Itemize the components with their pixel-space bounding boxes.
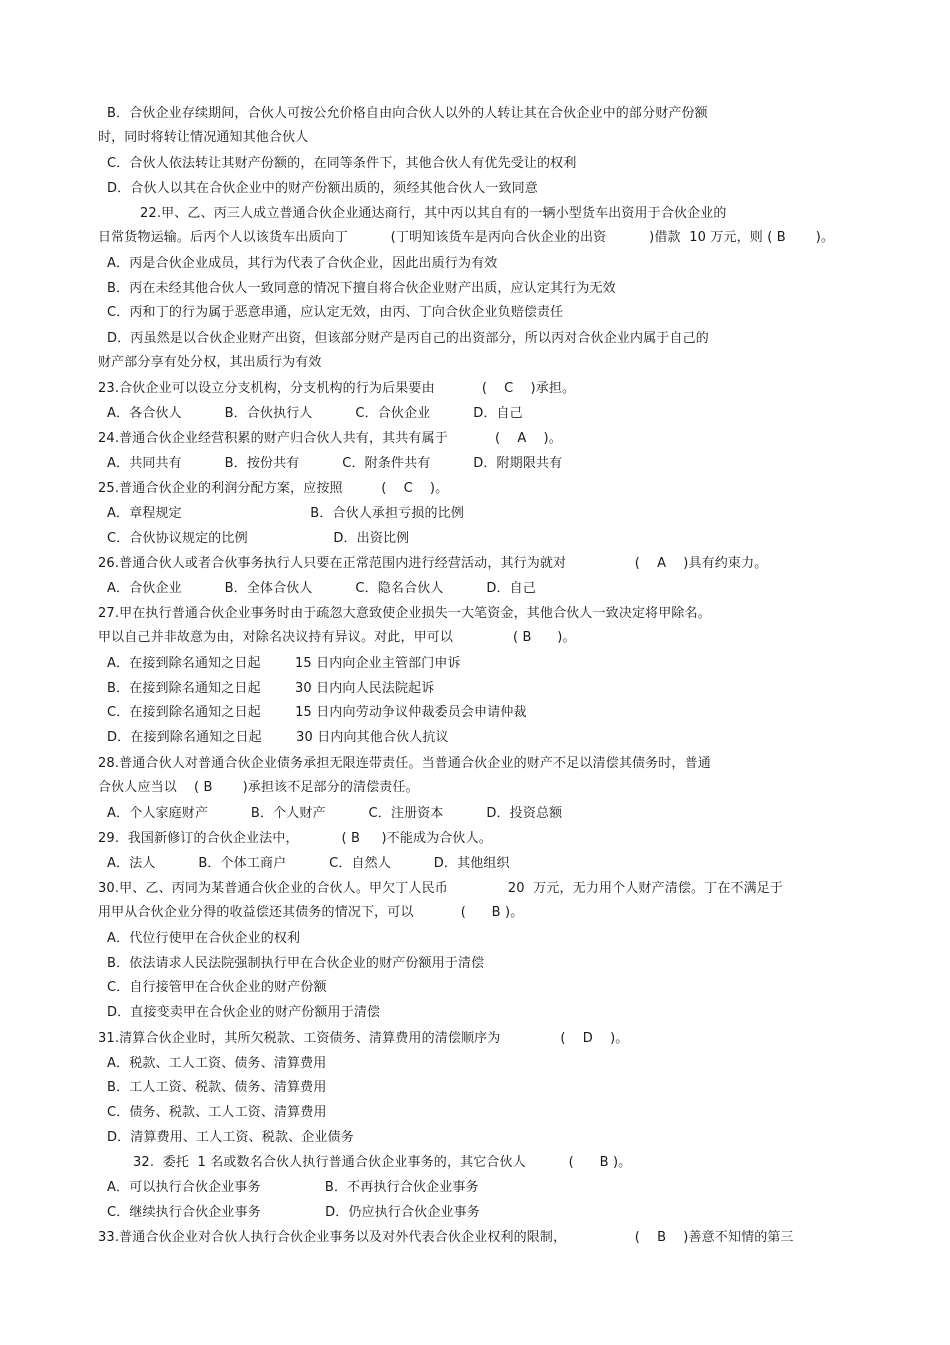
q26-options: A．合伙企业 B．全体合伙人 C．隐名合伙人 D．自己	[107, 581, 536, 596]
q25-stem: 25.普通合伙企业的利润分配方案，应按照 ( C )。	[98, 481, 449, 496]
q31-option-a: A．税款、工人工资、债务、清算费用	[107, 1056, 327, 1071]
q21-option-c: C．合伙人依法转让其财产份额的，在同等条件下，其他合伙人有优先受让的权利	[107, 156, 577, 171]
q31-option-c: C．债务、税款、工人工资、清算费用	[107, 1105, 327, 1120]
q27-stem-line2: 甲以自己并非故意为由，对除名决议持有异议。对此，甲可以 ( B )。	[98, 630, 576, 645]
q32-stem: 32. 委托 1 名或数名合伙人执行普通合伙企业事务的，其它合伙人 ( B )。	[133, 1155, 632, 1170]
q32-options-cd: C．继续执行合伙企业事务 D．仍应执行合伙企业事务	[107, 1205, 480, 1220]
q24-stem: 24.普通合伙企业经营积累的财产归合伙人共有，其共有属于 ( A )。	[98, 431, 562, 446]
q27-option-b: B．在接到除名通知之日起 30 日内向人民法院起诉	[107, 681, 435, 696]
q28-stem-line2: 合伙人应当以 ( B )承担该不足部分的清偿责任。	[98, 780, 419, 795]
q33-stem: 33.普通合伙企业对合伙人执行合伙企业事务以及对外代表合伙企业权利的限制， ( B )善意不知情的第三	[98, 1230, 794, 1245]
q25-options-ab: A．章程规定 B．合伙人承担亏损的比例	[107, 506, 464, 521]
q21-option-b-line1: B．合伙企业存续期间，合伙人可按公允价格自由向合伙人以外的人转让其在合伙企业中的部分财产份额	[107, 106, 708, 121]
q31-option-b: B．工人工资、税款、债务、清算费用	[107, 1080, 327, 1095]
q24-options: A．共同共有 B．按份共有 C．附条件共有 D．附期限共有	[107, 456, 563, 471]
q28-stem-line1: 28.普通合伙人对普通合伙企业债务承担无限连带责任。当普通合伙企业的财产不足以清偿其债务时，普通	[98, 756, 711, 771]
q30-option-c: C．自行接管甲在合伙企业的财产份额	[107, 980, 327, 995]
q29-stem: 29. 我国新修订的合伙企业法中， ( B )不能成为合伙人。	[98, 831, 492, 846]
q30-stem-line1: 30.甲、乙、丙同为某普通合伙企业的合伙人。甲欠丁人民币 20 万元，无力用个人财产清偿。丁在不满足于	[98, 881, 784, 896]
q29-options: A．法人 B．个体工商户 C．自然人 D．其他组织	[107, 856, 510, 871]
q22-option-b: B．丙在未经其他合伙人一致同意的情况下擅自将合伙企业财产出质，应认定其行为无效	[107, 281, 616, 296]
q28-options: A．个人家庭财产 B．个人财产 C．注册资本 D．投资总额	[107, 806, 563, 821]
q22-option-c: C．丙和丁的行为属于恶意串通，应认定无效，由丙、丁向合伙企业负赔偿责任	[107, 305, 564, 320]
q21-option-d: D．合伙人以其在合伙企业中的财产份额出质的，须经其他合伙人一致同意	[107, 181, 538, 196]
q25-options-cd: C．合伙协议规定的比例 D．出资比例	[107, 531, 410, 546]
q22-option-d-line1: D．丙虽然是以合伙企业财产出资，但该部分财产是丙自己的出资部分，所以丙对合伙企业内属于自己的	[107, 331, 709, 346]
q22-stem-line2: 日常货物运输。后丙个人以该货车出质向丁 (丁明知该货车是丙向合伙企业的出资 )借款 10 万元，则 ( B )。	[98, 230, 835, 245]
q26-stem: 26.普通合伙人或者合伙事务执行人只要在正常范围内进行经营活动，其行为就对 ( A )具有约束力。	[98, 556, 768, 571]
q27-option-a: A．在接到除名通知之日起 15 日内向企业主管部门申诉	[107, 656, 461, 671]
q30-stem-line2: 用甲从合伙企业分得的收益偿还其债务的情况下，可以 ( B )。	[98, 905, 524, 920]
q31-option-d: D．清算费用、工人工资、税款、企业债务	[107, 1130, 354, 1145]
q27-stem-line1: 27.甲在执行普通合伙企业事务时由于疏忽大意致使企业损失一大笔资金，其他合伙人一致决定将甲除名。	[98, 606, 711, 621]
q31-stem: 31.清算合伙企业时，其所欠税款、工资债务、清算费用的清偿顺序为 ( D )。	[98, 1031, 629, 1046]
q21-option-b-line2: 时，同时将转让情况通知其他合伙人	[98, 130, 309, 145]
q23-stem: 23.合伙企业可以设立分支机构，分支机构的行为后果要由 ( C )承担。	[98, 381, 576, 396]
q30-option-d: D．直接变卖甲在合伙企业的财产份额用于清偿	[107, 1005, 381, 1020]
q22-stem-line1: 22.甲、乙、丙三人成立普通合伙企业通达商行，其中丙以其自有的一辆小型货车出资用于合伙企业的	[140, 206, 727, 221]
q30-option-a: A．代位行使甲在合伙企业的权利	[107, 931, 301, 946]
q22-option-a: A．丙是合伙企业成员，其行为代表了合伙企业，因此出质行为有效	[107, 256, 498, 271]
q27-option-c: C．在接到除名通知之日起 15 日内向劳动争议仲裁委员会申请仲裁	[107, 705, 527, 720]
q22-option-d-line2: 财产部分享有处分权，其出质行为有效	[98, 355, 322, 370]
q27-option-d: D．在接到除名通知之日起 30 日内向其他合伙人抗议	[107, 730, 449, 745]
q30-option-b: B．依法请求人民法院强制执行甲在合伙企业的财产份额用于清偿	[107, 956, 485, 971]
q23-options: A．各合伙人 B．合伙执行人 C．合伙企业 D．自己	[107, 406, 523, 421]
q32-options-ab: A．可以执行合伙企业事务 B．不再执行合伙企业事务	[107, 1180, 479, 1195]
